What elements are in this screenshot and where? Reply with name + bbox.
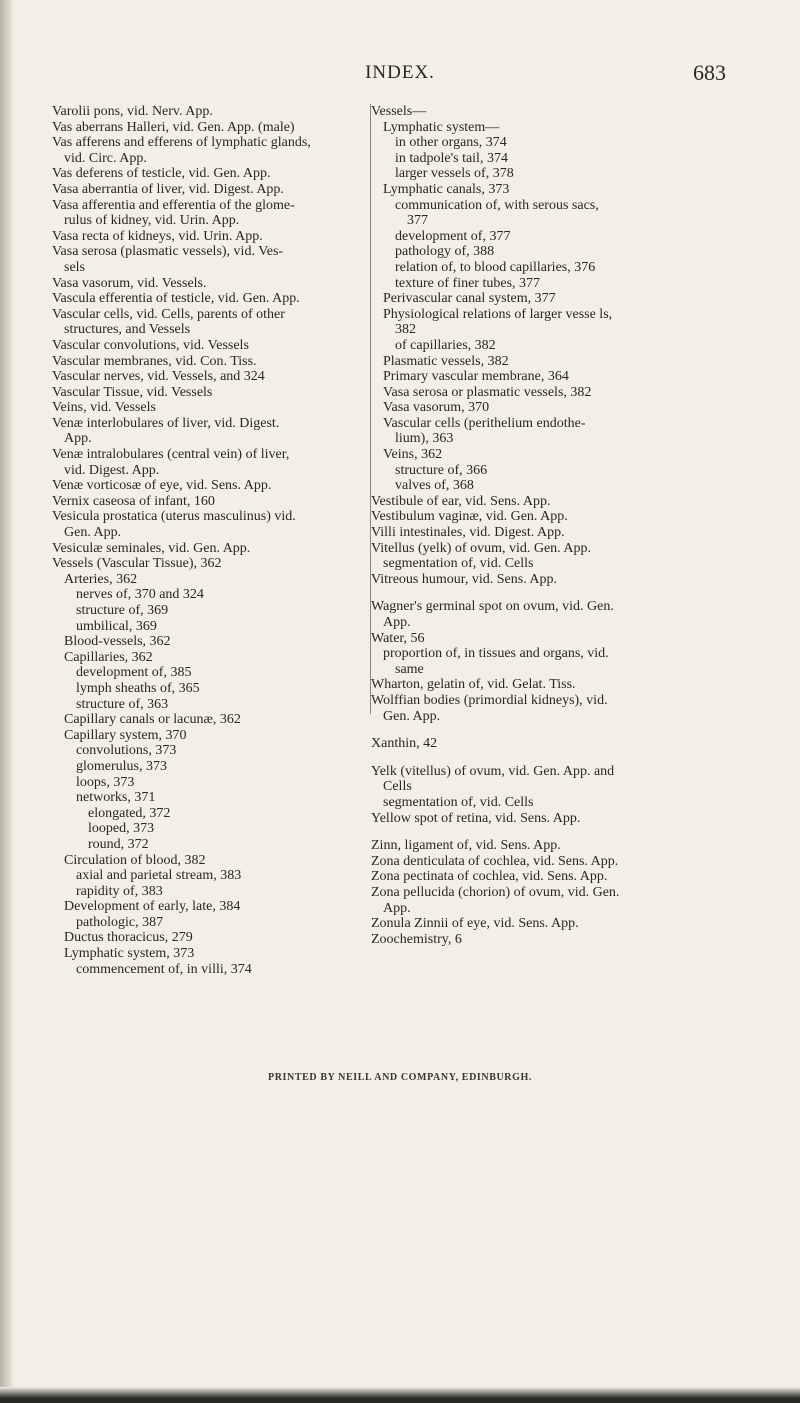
index-entry: Zona pectinata of cochlea, vid. Sens. App. (371, 869, 608, 885)
index-entry: Venæ interlobulares of liver, vid. Digest. (52, 415, 280, 431)
index-entry: Plasmatic vessels, 382 (383, 353, 509, 369)
index-entry: lium), 363 (395, 431, 454, 447)
index-entry: Wolffian bodies (primordial kidneys), vid. (371, 692, 608, 708)
index-entry: App. (64, 431, 92, 447)
entry-gap (371, 752, 747, 764)
index-entry: round, 372 (88, 836, 149, 852)
index-column-right (370, 104, 747, 947)
index-entry: App. (383, 615, 411, 630)
index-entry: structure of, 369 (76, 603, 169, 618)
index-entry: Vascular membranes, vid. Con. Tiss. (52, 353, 257, 369)
index-entry: rulus of kidney, vid. Urin. App. (64, 213, 240, 229)
index-entry: Primary vascular membrane, 364 (383, 369, 569, 385)
index-entry: Zona denticulata of cochlea, vid. Sens. App. (371, 853, 619, 869)
index-entry: Vascular cells (perithelium endothe- (383, 415, 586, 431)
index-entry: Vascular Tissue, vid. Vessels (52, 384, 213, 400)
index-entry: Vas afferens and efferens of lymphatic glands, (52, 135, 311, 151)
index-entry: glomerulus, 373 (76, 758, 167, 774)
index-entry: valves of, 368 (395, 478, 474, 494)
book-spine-shadow (0, 0, 14, 1403)
index-entry: umbilical, 369 (76, 618, 157, 634)
index-entry: commencement of, in villi, 374 (76, 961, 252, 977)
index-entry: sels (64, 259, 85, 275)
index-entry: Physiological relations of larger vesse ls, (383, 306, 613, 322)
index-entry: Vasa recta of kidneys, vid. Urin. App. (52, 228, 263, 244)
index-entry: Zona pellucida (chorion) of ovum, vid. Gen. (371, 884, 620, 900)
index-entry: Capillary canals or lacunæ, 362 (64, 712, 241, 728)
index-entry: Ductus thoracicus, 279 (64, 930, 193, 946)
index-entry: Vernix caseosa of infant, 160 (52, 493, 215, 509)
index-entry: same (395, 661, 424, 677)
index-entry: in tadpole's tail, 374 (395, 150, 508, 166)
index-entry: Water, 56 (371, 630, 425, 646)
index-entry: Circulation of blood, 382 (64, 852, 206, 868)
running-title: INDEX. (365, 62, 435, 83)
index-entry: pathologic, 387 (76, 914, 164, 930)
index-entry: axial and parietal stream, 383 (76, 868, 242, 884)
index-entry: larger vessels of, 378 (395, 166, 514, 182)
index-entry: vid. Digest. App. (64, 462, 160, 478)
index-entry: Capillaries, 362 (64, 649, 153, 665)
index-entry: Perivascular canal system, 377 (383, 291, 556, 307)
index-entry: Gen. App. (64, 525, 122, 541)
index-entry: Wharton, gelatin of, vid. Gelat. Tiss. (371, 677, 576, 693)
index-entry: in other organs, 374 (395, 135, 507, 151)
entry-gap (371, 724, 747, 736)
index-entry: networks, 371 (76, 790, 156, 806)
index-entry: looped, 373 (88, 821, 155, 837)
index-entry: nerves of, 370 and 324 (76, 587, 204, 603)
index-entry: Vascular nerves, vid. Vessels, and 324 (52, 369, 265, 385)
index-entry: Vessels (Vascular Tissue), 362 (52, 556, 222, 572)
index-entry: App. (383, 900, 411, 916)
index-entry: relation of, to blood capillaries, 376 (395, 259, 596, 275)
index-entry: Vesicula prostatica (uterus masculinus) vid. (52, 509, 296, 525)
index-entry: Vascular cells, vid. Cells, parents of other (52, 306, 285, 322)
index-entry: communication of, with serous sacs, (395, 197, 599, 213)
index-entry: Venæ intralobulares (central vein) of liver, (52, 447, 290, 463)
index-entry: Zonula Zinnii of eye, vid. Sens. App. (371, 916, 579, 932)
printer-imprint: PRINTED BY NEILL AND COMPANY, EDINBURGH. (268, 1072, 532, 1083)
index-entry: Zoochemistry, 6 (371, 931, 462, 947)
index-entry: texture of finer tubes, 377 (395, 275, 541, 291)
index-entry: Vesiculæ seminales, vid. Gen. App. (52, 540, 251, 556)
index-entry: Vas deferens of testicle, vid. Gen. App. (52, 166, 271, 182)
index-entry: Yellow spot of retina, vid. Sens. App. (371, 810, 581, 826)
index-entry: Vestibulum vaginæ, vid. Gen. App. (371, 509, 568, 525)
page-number: 683 (693, 60, 726, 85)
index-entry: vid. Circ. App. (64, 150, 147, 166)
index-entry: convolutions, 373 (76, 743, 177, 759)
index-entry: Vasa serosa (plasmatic vessels), vid. Ves- (52, 244, 284, 260)
index-entry: Yelk (vitellus) of ovum, vid. Gen. App. and (371, 763, 615, 779)
index-entry: Lymphatic system— (383, 119, 500, 135)
index-entry: Wagner's germinal spot on ovum, vid. Gen. (371, 599, 614, 615)
index-entry: Xanthin, 42 (371, 736, 438, 752)
index-entry: proportion of, in tissues and organs, vid. (383, 646, 609, 662)
page-header (0, 60, 800, 90)
index-entry: Capillary system, 370 (64, 727, 187, 743)
index-entry: Lymphatic system, 373 (64, 946, 195, 962)
index-entry: Cells (383, 779, 412, 795)
index-entry: Vascula efferentia of testicle, vid. Gen. App. (52, 291, 300, 307)
index-entry: segmentation of, vid. Cells (383, 794, 534, 810)
index-entry: Vasa afferentia and efferentia of the glome- (52, 197, 295, 213)
index-entry: elongated, 372 (88, 805, 171, 821)
index-entry: structure of, 363 (76, 696, 169, 712)
index-entry: Vessels— (371, 104, 427, 119)
index-entry: Gen. App. (383, 708, 441, 724)
index-entry: segmentation of, vid. Cells (383, 556, 534, 572)
index-entry: Vasa serosa or plasmatic vessels, 382 (383, 384, 592, 400)
index-entry: 377 (407, 213, 428, 229)
index-entry: Vascular convolutions, vid. Vessels (52, 337, 249, 353)
index-entry: Arteries, 362 (64, 571, 138, 587)
index-entry: Vasa aberrantia of liver, vid. Digest. App. (52, 181, 284, 197)
index-entry: Zinn, ligament of, vid. Sens. App. (371, 838, 561, 854)
entry-gap (371, 587, 747, 599)
page-bottom-edge (0, 1387, 800, 1403)
index-entry: Development of early, late, 384 (64, 899, 241, 915)
index-entry: Blood-vessels, 362 (64, 634, 171, 650)
index-entry: structure of, 366 (395, 462, 488, 478)
index-entry: Villi intestinales, vid. Digest. App. (371, 525, 565, 541)
index-entry: Lymphatic canals, 373 (383, 181, 510, 197)
index-entry: pathology of, 388 (395, 244, 495, 260)
index-entry: of capillaries, 382 (395, 337, 496, 353)
index-column-left (52, 104, 358, 977)
index-entry: Vas aberrans Halleri, vid. Gen. App. (male) (52, 119, 295, 135)
index-entry: structures, and Vessels (64, 322, 191, 338)
index-entry: loops, 373 (76, 774, 135, 790)
index-entry: Venæ vorticosæ of eye, vid. Sens. App. (52, 478, 272, 494)
index-entry: Vestibule of ear, vid. Sens. App. (371, 493, 551, 509)
index-entry: 382 (395, 322, 416, 338)
index-entry: Veins, 362 (383, 447, 443, 463)
index-entry: lymph sheaths of, 365 (76, 680, 200, 696)
index-entry: Vitellus (yelk) of ovum, vid. Gen. App. (371, 540, 592, 556)
index-entry: development of, 385 (76, 665, 192, 681)
entry-gap (371, 826, 747, 838)
index-entry: rapidity of, 383 (76, 883, 163, 899)
index-entry: Vasa vasorum, vid. Vessels. (52, 275, 207, 291)
index-entry: Veins, vid. Vessels (52, 400, 156, 416)
index-entry: Vitreous humour, vid. Sens. App. (371, 571, 558, 587)
index-entry: Vasa vasorum, 370 (383, 400, 490, 416)
index-entry: development of, 377 (395, 228, 511, 244)
index-entry: Varolii pons, vid. Nerv. App. (52, 104, 213, 119)
